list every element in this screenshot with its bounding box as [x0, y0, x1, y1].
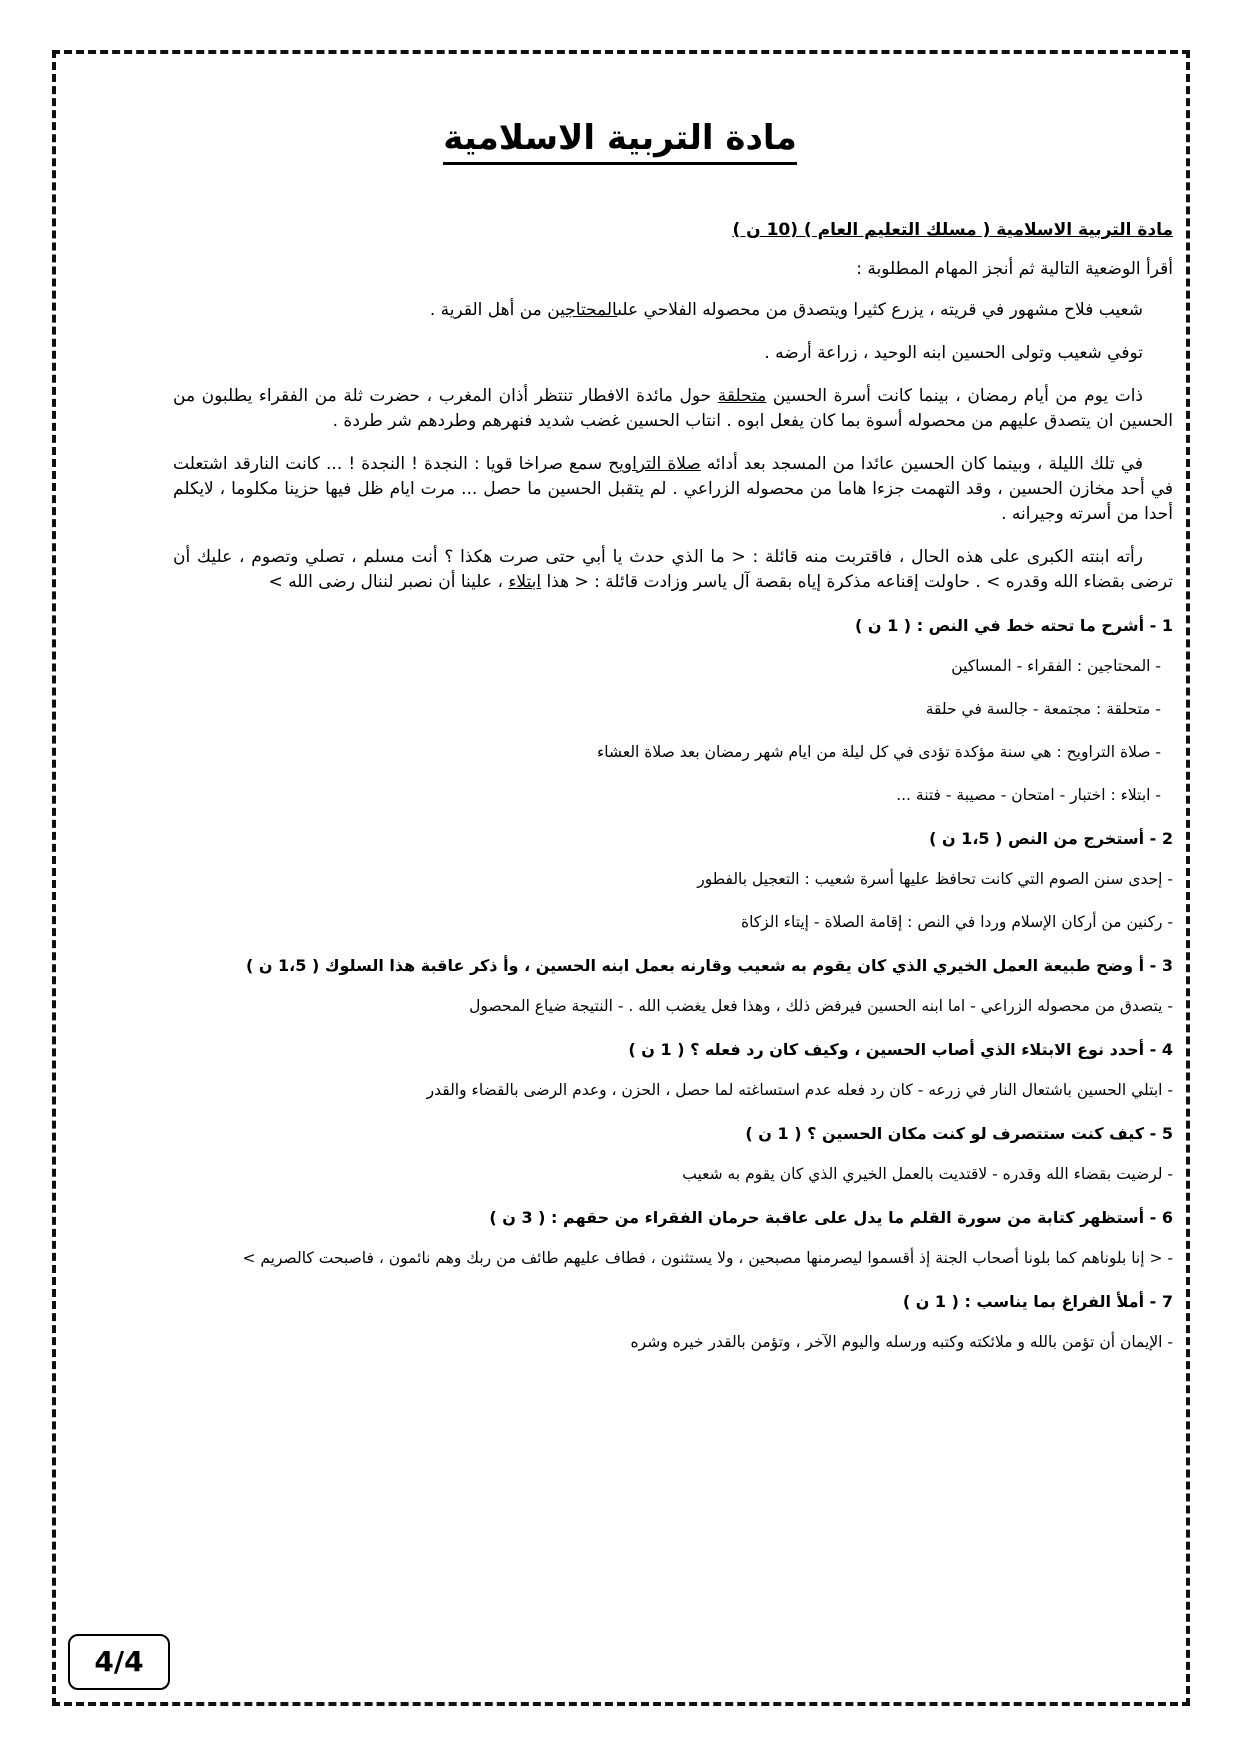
answer-2-line-2: - ركنين من أركان الإسلام وردا في النص : إقامة الصلاة - إيتاء الزكاة: [740, 913, 1173, 931]
answer-2-line-1: - إحدى سنن الصوم التي كانت تحافظ عليها أسرة شعيب : التعجيل بالفطور: [697, 870, 1173, 888]
question-2: 2 - أستخرج من النص ( 1،5 ن ): [929, 829, 1173, 848]
p3-text-b: حول مائدة الافطار تنتظر أذان المغرب ، حضرت ثلة من الفقراء يطلبون من الحسين ان يتصدق عليهم من محصوله أسوة بما كان يفعل ابوه . انتاب الحسين غضب شديد فنهرهم وطردهم شر طردة .: [173, 386, 1173, 431]
answer-4: - ابتلي الحسين باشتعال النار في زرعه - كان رد فعله عدم استساغته لما حصل ، الحزن ، وعدم الرضى بالقضاء والقدر: [426, 1081, 1173, 1099]
p4-text-a: في تلك الليلة ، وبينما كان الحسين عائدا من المسجد بعد أدائه: [700, 454, 1143, 474]
p3-underlined: متحلقة: [717, 386, 767, 406]
p5-text-b: ، علينا أن نصبر لننال رضى الله >: [268, 572, 509, 592]
p1-underlined: المحتاجين: [547, 300, 618, 320]
p1-text-b: من أهل القرية .: [429, 300, 548, 320]
answer-3: - يتصدق من محصوله الزراعي - اما ابنه الحسين فيرفض ذلك ، وهذا فعل يغضب الله . - النتيجة ضياع المحصول: [469, 997, 1173, 1015]
answer-7: - الإيمان أن تؤمن بالله و ملائكته وكتبه ورسله واليوم الآخر ، وتؤمن بالقدر خيره وشره: [630, 1333, 1173, 1351]
answer-1-line-3: - صلاة التراويح : هي سنة مؤكدة تؤدى في كل ليلة من ايام شهر رمضان بعد صلاة العشاء: [597, 743, 1161, 761]
p5-underlined: ابتلاء: [508, 572, 542, 592]
question-6: 6 - أستظهر كتابة من سورة القلم ما يدل على عاقبة حرمان الفقراء من حقهم : ( 3 ن ): [489, 1208, 1173, 1227]
question-1: 1 - أشرح ما تحته خط في النص : ( 1 ن ): [854, 616, 1173, 635]
p1-text-a: شعيب فلاح مشهور في قريته ، يزرع كثيرا ويتصدق من محصوله الفلاحي على: [617, 300, 1143, 320]
answer-1-line-2: - متحلقة : مجتمعة - جالسة في حلقة: [925, 700, 1161, 718]
answer-1-line-4: - ابتلاء : اختبار - امتحان - مصيبة - فتنة ...: [896, 786, 1161, 804]
page-title: [0, 118, 1240, 158]
p3-text-a: ذات يوم من أيام رمضان ، بينما كانت أسرة الحسين: [766, 386, 1143, 406]
answer-1-line-1: - المحتاجين : الفقراء - المساكين: [951, 657, 1161, 675]
answer-5: - لرضيت بقضاء الله وقدره - لاقتديت بالعمل الخيري الذي كان يقوم به شعيب: [682, 1165, 1173, 1183]
text-paragraph-3: [173, 384, 1173, 434]
question-7: 7 - أملأ الفراغ بما يناسب : ( 1 ن ): [902, 1292, 1173, 1311]
answer-6: - < إنا بلوناهم كما بلونا أصحاب الجنة إذ أقسموا ليصرمنها مصبحين ، ولا يستثنون ، فطاف عليهم طائف من ربك وهم نائمون ، فاصبحت كالصريم >: [242, 1249, 1173, 1267]
exam-content: [173, 218, 1173, 1373]
question-3: 3 - أ وضح طبيعة العمل الخيري الذي كان يقوم به شعيب وقارنه بعمل ابنه الحسين ، وأ ذكر عاقبة هذا السلوك ( 1،5 ن ): [245, 956, 1173, 975]
question-5: 5 - كيف كنت ستتصرف لو كنت مكان الحسين ؟ ( 1 ن ): [745, 1124, 1173, 1143]
page-title-text: مادة التربية الاسلامية: [443, 118, 797, 165]
section-heading: مادة التربية الاسلامية ( مسلك التعليم العام ) (10 ن ): [732, 220, 1173, 240]
text-paragraph-4: [173, 452, 1173, 527]
text-paragraph-5: [173, 545, 1173, 595]
p5-text-a: رأته ابنته الكبرى على هذه الحال ، فاقتربت منه قائلة : < ما الذي حدث يا أبي حتى صرت هكذا ؟ أنت مسلم ، تصلي وتصوم ، عليك أن ترضى بقضاء الله وقدره > . حاولت إقناعه مذكرة إياه بقصة آل ياسر وزادت قائلة : < هذا: [173, 547, 1173, 592]
p4-underlined: صلاة التراويح: [608, 454, 701, 474]
text-paragraph-1: [173, 298, 1173, 323]
page-number: 4/4: [68, 1634, 170, 1690]
text-paragraph-2: توفي شعيب وتولى الحسين ابنه الوحيد ، زراعة أرضه .: [764, 343, 1143, 363]
instructions: أقرأ الوضعية التالية ثم أنجز المهام المطلوبة :: [856, 259, 1173, 279]
p4-text-b: سمع صراخا قويا : النجدة ! النجدة ! ... كانت النارقد اشتعلت في أحد مخازن الحسين ، وقد التهمت جزءا هاما من محصوله الزراعي . لم يتقبل الحسين ما حصل ... مرت ايام ظل فيها حزينا مكلوما ، لايكلم أحدا من أسرته وجيرانه .: [173, 454, 1173, 524]
question-4: 4 - أحدد نوع الابتلاء الذي أصاب الحسين ، وكيف كان رد فعله ؟ ( 1 ن ): [628, 1040, 1173, 1059]
